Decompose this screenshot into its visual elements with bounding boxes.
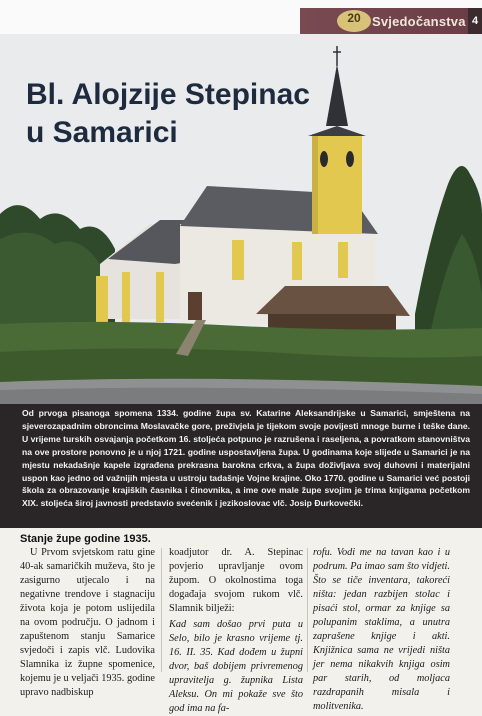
anniversary-badge-number: 20 (347, 11, 361, 25)
page-number: 4 (468, 8, 482, 34)
title-line-2: u Samarici (26, 116, 178, 149)
church-photo (0, 34, 482, 404)
title-line-1: Bl. Alojzije Stepinac (26, 78, 310, 111)
column-divider (307, 548, 308, 672)
article-column-1: U Prvom svjetskom ratu gine 40-ak samaričkih muževa, što je zasigurno utjecalo i na negativne trendove i stagnaciju života koja je potom uslijedila na ovom području. O jadnom i zapuštenom stanju Samarice svjedoči i zapis vlč. Ludovika Slamnika iz župne spomenice, kojemu je u veljači 1935. godine upravo nadbiskup (20, 547, 155, 698)
column-divider (161, 548, 162, 672)
article-subheading: Stanje župe godine 1935. (20, 533, 151, 545)
article-column-2 (169, 546, 303, 716)
column-2-quote: Kad sam došao prvi puta u Selo, bilo je krasno vrijeme tj. 16. II. 35. Kad dođem u župni dvor, baš dobijem privremenog upravitelja g. župnika Lista Aleksu. On mi pokaže sve što god ima na fa- (169, 619, 303, 714)
section-label: Svjedočanstva (372, 14, 466, 29)
photo-caption-text: Od prvoga pisanoga spomena 1334. godine župa sv. Katarine Aleksandrijske u Samarici, smještena na sjeverozapadnim obroncima Moslavačke gore, preživjela je tijekom svoje povijesti mnoge burne i teške dane. U vrijeme turskih osvajanja početkom 16. stoljeća potpuno je razrušena i raseljena, a povratkom stanovništva na ove prostore ponovno je u njoj 1721. godine uspostavljena župa. U godinama koje slijede u Samarici je na mjestu nekadašnje kapele izgrađena prekrasna barokna crkva, a župa doživljava svoj duhovni i materijalni uspon kao jedno od važnijih mjesta u ustroju tadašnje Vojne krajine. Oko 1770. godine u Samarici već postoji škola za obrazovanje krajiških časnika i činovnika, a ime ove male župe svojim je trima knjigama početkom XIX. stoljeća široj javnosti predstavio svećenik i jezikoslovac vlč. Josip Đurkovečki. (22, 408, 470, 509)
article-column-3: rofu. Vodi me na tavan kao i u podrum. Pa imao sam što vidjeti. Što se tiče inventara, takoreći ništa: jedan razbijen stolac i pisaći stol, ormar za knjige sa polupanim staklima, a unutra zaprašene knjige i akti. Knjižnica sama ne vrijedi ništa jer nema nikakvih knjiga osim par starih, od moljaca razdrapanih misala i molitvenika. (313, 547, 450, 712)
article-title (26, 76, 310, 152)
column-2-text: koadjutor dr. A. Stepinac povjerio upravljanje ovom župom. O okolnostima toga događaja svojom rukom vlč. Slamnik bilježi: (169, 547, 303, 614)
